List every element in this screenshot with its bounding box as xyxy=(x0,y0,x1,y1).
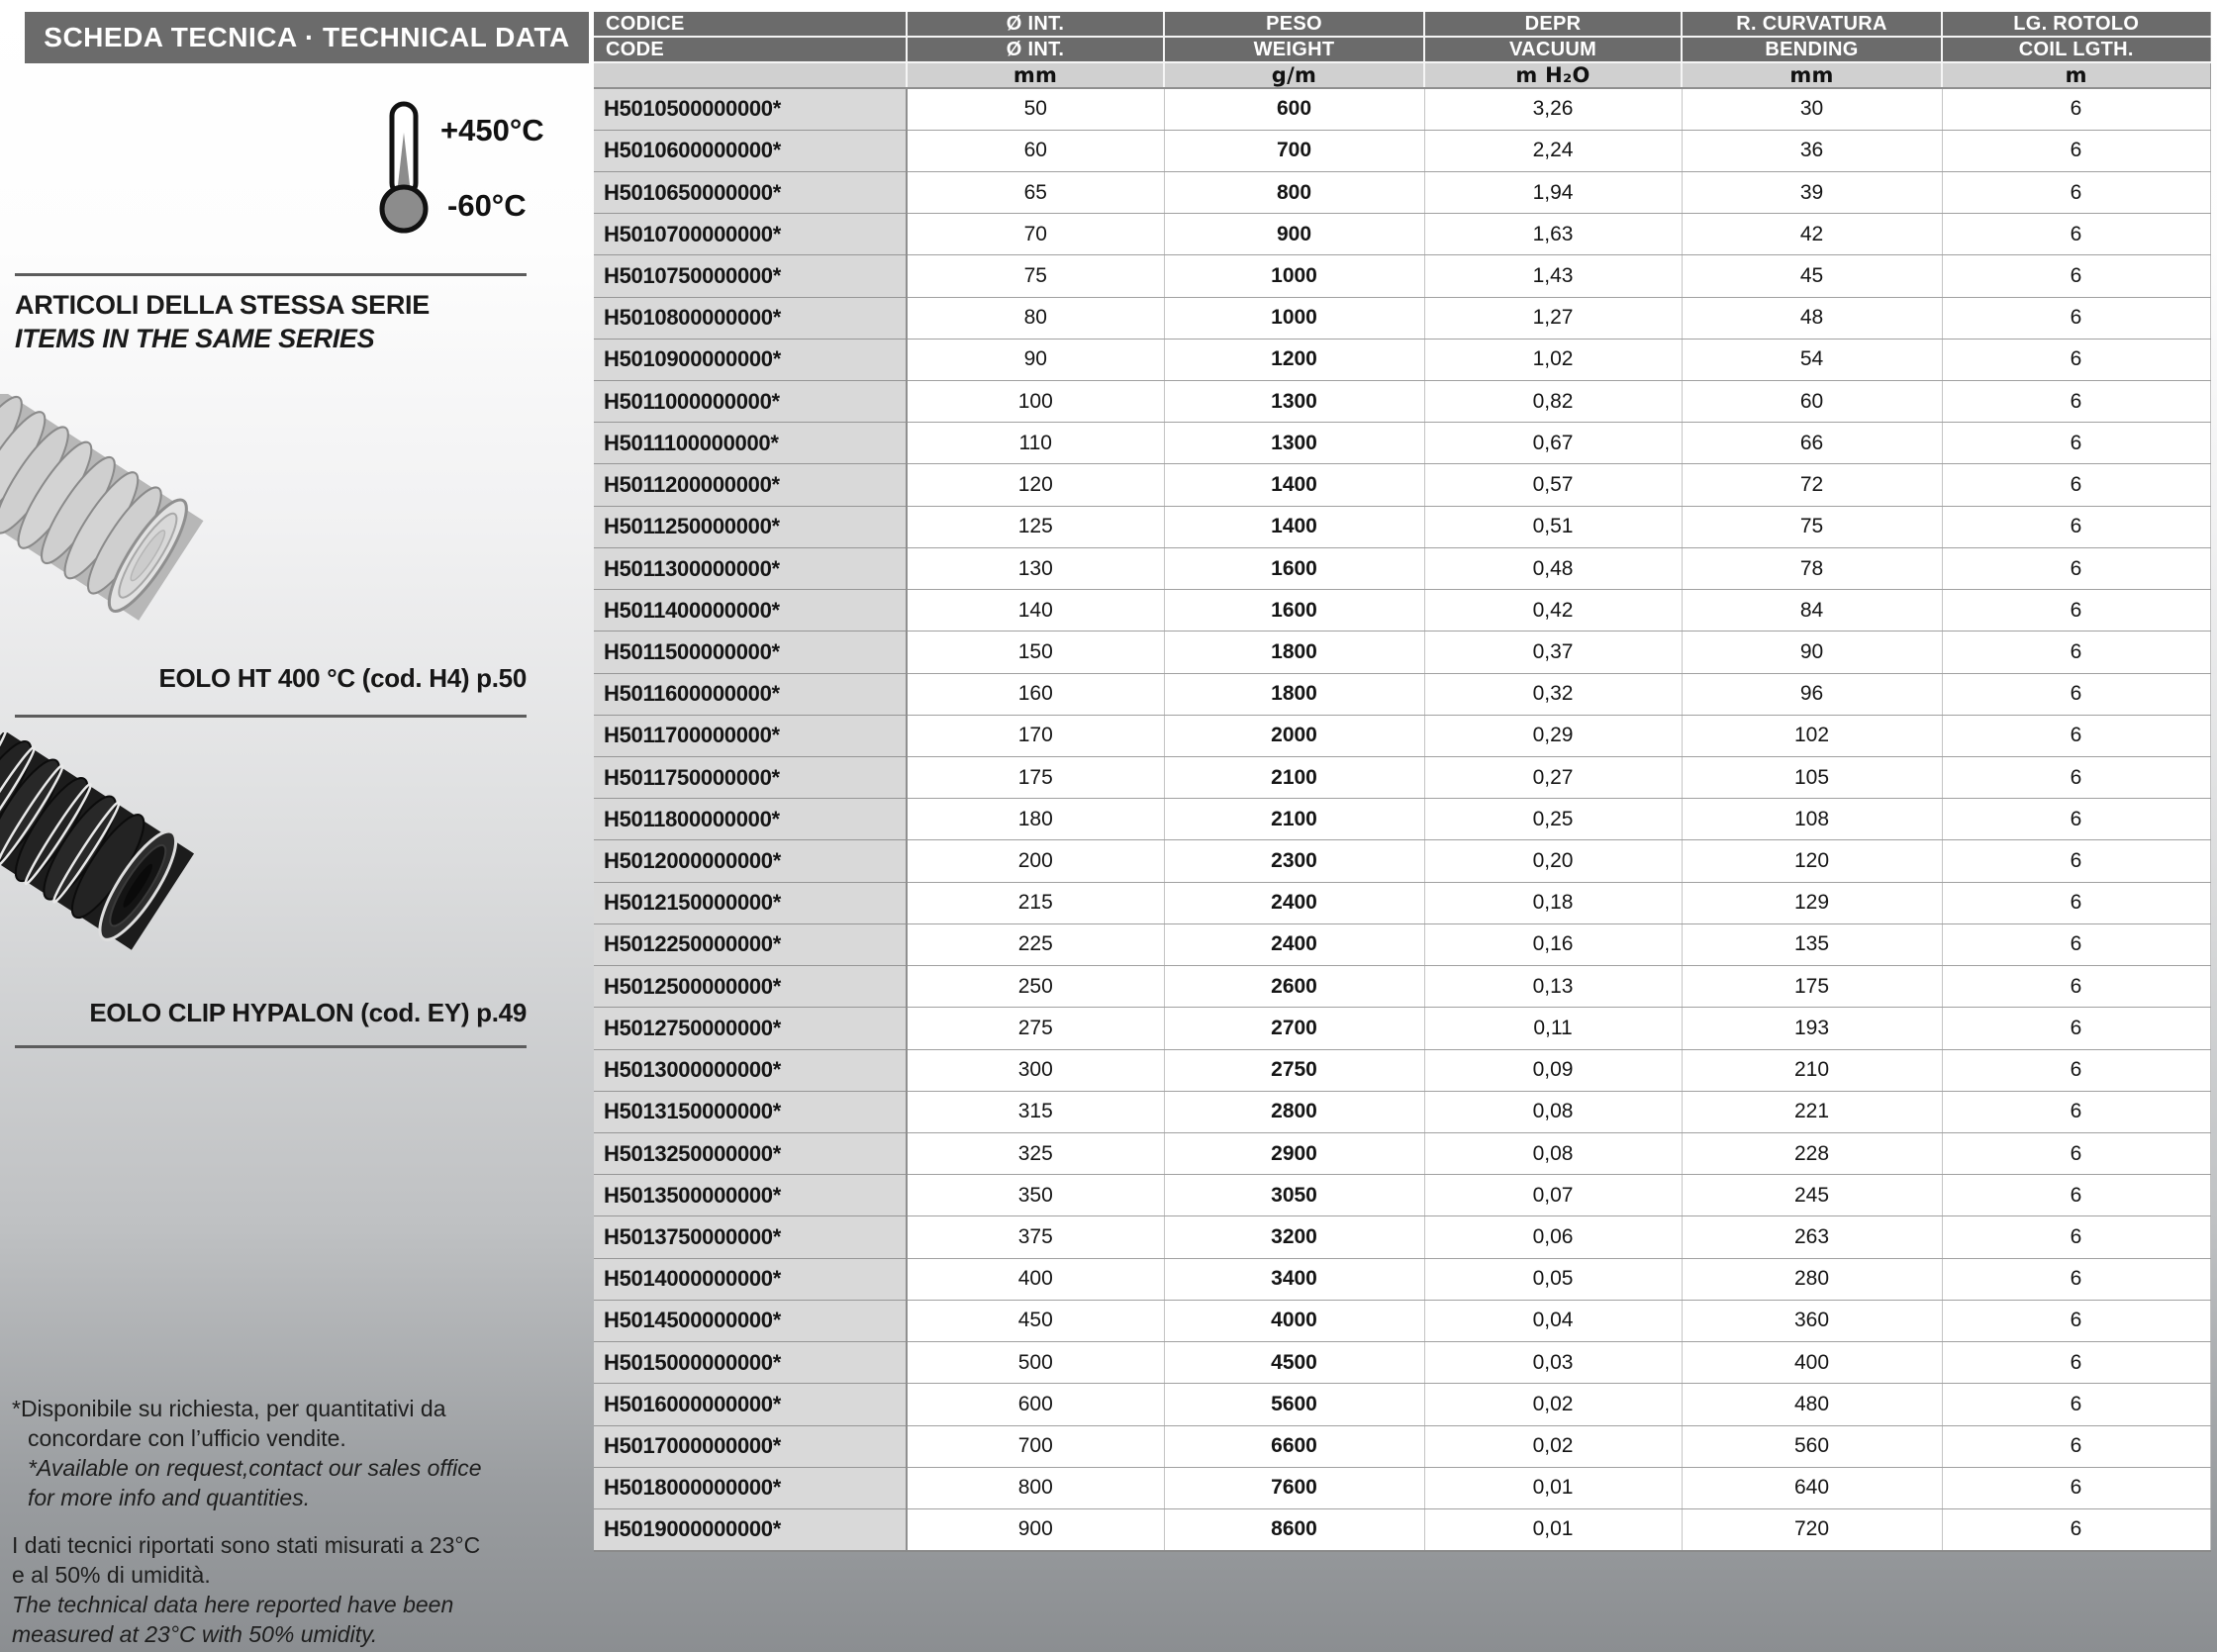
cell-weight-g-m: 3050 xyxy=(1164,1175,1424,1216)
cell-weight-g-m: 1000 xyxy=(1164,255,1424,297)
cell-vacuum-mh2o: 0,82 xyxy=(1424,381,1682,423)
cell-inner-diameter-mm: 50 xyxy=(907,88,1164,130)
table-row xyxy=(594,966,2210,1008)
cell-code: H5012250000000* xyxy=(594,923,907,965)
cell-inner-diameter-mm: 90 xyxy=(907,339,1164,380)
unit-vacuum: m H₂O xyxy=(1424,62,1682,88)
cell-code: H5011300000000* xyxy=(594,547,907,589)
header-row-en xyxy=(594,37,2210,62)
series-title-en: ITEMS IN THE SAME SERIES xyxy=(15,324,375,353)
cell-code: H5012750000000* xyxy=(594,1008,907,1049)
temperature-range xyxy=(327,97,594,241)
cell-coil-length-m: 6 xyxy=(1942,1467,2210,1508)
technical-data-area xyxy=(594,12,2210,1552)
cell-coil-length-m: 6 xyxy=(1942,840,2210,882)
cell-inner-diameter-mm: 125 xyxy=(907,506,1164,547)
cell-code: H5010750000000* xyxy=(594,255,907,297)
cell-coil-length-m: 6 xyxy=(1942,799,2210,840)
cell-inner-diameter-mm: 70 xyxy=(907,214,1164,255)
cell-bending-radius-mm: 221 xyxy=(1682,1091,1942,1132)
divider xyxy=(15,715,527,718)
table-body xyxy=(594,88,2210,1551)
cell-bending-radius-mm: 280 xyxy=(1682,1258,1942,1300)
cell-bending-radius-mm: 175 xyxy=(1682,966,1942,1008)
temperature-min: -60°C xyxy=(447,188,527,223)
cell-inner-diameter-mm: 60 xyxy=(907,130,1164,171)
cell-coil-length-m: 6 xyxy=(1942,1008,2210,1049)
cell-vacuum-mh2o: 0,07 xyxy=(1424,1175,1682,1216)
cell-bending-radius-mm: 105 xyxy=(1682,757,1942,799)
cell-weight-g-m: 2800 xyxy=(1164,1091,1424,1132)
cell-weight-g-m: 2700 xyxy=(1164,1008,1424,1049)
col-header-codice: CODICE xyxy=(594,12,907,37)
divider xyxy=(15,1045,527,1048)
cell-coil-length-m: 6 xyxy=(1942,1300,2210,1341)
cell-code: H5011200000000* xyxy=(594,464,907,506)
cell-code: H5014500000000* xyxy=(594,1300,907,1341)
cell-coil-length-m: 6 xyxy=(1942,339,2210,380)
cell-weight-g-m: 1800 xyxy=(1164,632,1424,673)
cell-vacuum-mh2o: 0,16 xyxy=(1424,923,1682,965)
col-header-peso: PESO xyxy=(1164,12,1424,37)
cell-inner-diameter-mm: 600 xyxy=(907,1384,1164,1425)
footnote-availability-it-line2: concordare con l’ufficio vendite. xyxy=(28,1425,346,1451)
cell-inner-diameter-mm: 150 xyxy=(907,632,1164,673)
cell-inner-diameter-mm: 100 xyxy=(907,381,1164,423)
cell-inner-diameter-mm: 170 xyxy=(907,715,1164,756)
table-row xyxy=(594,1300,2210,1341)
cell-weight-g-m: 1200 xyxy=(1164,339,1424,380)
footnotes xyxy=(12,1394,566,1649)
section-title-bar xyxy=(25,12,589,63)
table-row xyxy=(594,715,2210,756)
table-row xyxy=(594,171,2210,213)
cell-inner-diameter-mm: 120 xyxy=(907,464,1164,506)
cell-weight-g-m: 4500 xyxy=(1164,1342,1424,1384)
cell-bending-radius-mm: 135 xyxy=(1682,923,1942,965)
cell-inner-diameter-mm: 700 xyxy=(907,1425,1164,1467)
cell-coil-length-m: 6 xyxy=(1942,1258,2210,1300)
col-header-depr: DEPR xyxy=(1424,12,1682,37)
cell-vacuum-mh2o: 0,37 xyxy=(1424,632,1682,673)
unit-diameter: mm xyxy=(907,62,1164,88)
cell-weight-g-m: 1800 xyxy=(1164,673,1424,715)
cell-coil-length-m: 6 xyxy=(1942,1132,2210,1174)
cell-inner-diameter-mm: 200 xyxy=(907,840,1164,882)
cell-bending-radius-mm: 60 xyxy=(1682,381,1942,423)
table-row xyxy=(594,214,2210,255)
cell-vacuum-mh2o: 1,43 xyxy=(1424,255,1682,297)
cell-vacuum-mh2o: 0,27 xyxy=(1424,757,1682,799)
unit-code xyxy=(594,62,907,88)
cell-vacuum-mh2o: 0,11 xyxy=(1424,1008,1682,1049)
footnote-availability-en-line2: for more info and quantities. xyxy=(28,1485,311,1510)
cell-vacuum-mh2o: 0,42 xyxy=(1424,590,1682,632)
table-row xyxy=(594,923,2210,965)
table-row xyxy=(594,423,2210,464)
cell-inner-diameter-mm: 350 xyxy=(907,1175,1164,1216)
cell-vacuum-mh2o: 0,08 xyxy=(1424,1091,1682,1132)
product-caption-eolo-clip-hypalon: EOLO CLIP HYPALON (cod. EY) p.49 xyxy=(89,998,527,1027)
cell-coil-length-m: 6 xyxy=(1942,255,2210,297)
cell-coil-length-m: 6 xyxy=(1942,214,2210,255)
col-header-coil-length: COIL LGTH. xyxy=(1942,37,2210,62)
cell-coil-length-m: 6 xyxy=(1942,297,2210,339)
table-row xyxy=(594,339,2210,380)
cell-code: H5014000000000* xyxy=(594,1258,907,1300)
cell-weight-g-m: 4000 xyxy=(1164,1300,1424,1341)
cell-coil-length-m: 6 xyxy=(1942,590,2210,632)
unit-bending: mm xyxy=(1682,62,1942,88)
cell-weight-g-m: 2400 xyxy=(1164,882,1424,923)
footnote-measured-it-line1: I dati tecnici riportati sono stati misurati a 23°C xyxy=(12,1532,481,1558)
product-caption-eolo-ht: EOLO HT 400 °C (cod. H4) p.50 xyxy=(158,663,527,693)
cell-weight-g-m: 1600 xyxy=(1164,547,1424,589)
cell-vacuum-mh2o: 0,51 xyxy=(1424,506,1682,547)
cell-code: H5010800000000* xyxy=(594,297,907,339)
cell-weight-g-m: 1600 xyxy=(1164,590,1424,632)
cell-inner-diameter-mm: 130 xyxy=(907,547,1164,589)
cell-inner-diameter-mm: 160 xyxy=(907,673,1164,715)
cell-coil-length-m: 6 xyxy=(1942,715,2210,756)
unit-coil-length: m xyxy=(1942,62,2210,88)
footnote-measured-en-line2: measured at 23°C with 50% umidity. xyxy=(12,1621,378,1647)
cell-weight-g-m: 7600 xyxy=(1164,1467,1424,1508)
cell-coil-length-m: 6 xyxy=(1942,882,2210,923)
cell-coil-length-m: 6 xyxy=(1942,632,2210,673)
cell-inner-diameter-mm: 175 xyxy=(907,757,1164,799)
cell-inner-diameter-mm: 500 xyxy=(907,1342,1164,1384)
cell-coil-length-m: 6 xyxy=(1942,1216,2210,1258)
col-header-diameter: Ø INT. xyxy=(907,37,1164,62)
series-title-it: ARTICOLI DELLA STESSA SERIE xyxy=(15,290,430,320)
table-row xyxy=(594,1091,2210,1132)
cell-code: H5015000000000* xyxy=(594,1342,907,1384)
cell-bending-radius-mm: 84 xyxy=(1682,590,1942,632)
cell-vacuum-mh2o: 0,03 xyxy=(1424,1342,1682,1384)
table-row xyxy=(594,757,2210,799)
cell-code: H5017000000000* xyxy=(594,1425,907,1467)
cell-inner-diameter-mm: 75 xyxy=(907,255,1164,297)
cell-inner-diameter-mm: 215 xyxy=(907,882,1164,923)
cell-vacuum-mh2o: 0,02 xyxy=(1424,1425,1682,1467)
cell-coil-length-m: 6 xyxy=(1942,1425,2210,1467)
cell-vacuum-mh2o: 0,08 xyxy=(1424,1132,1682,1174)
unit-weight: g/m xyxy=(1164,62,1424,88)
cell-vacuum-mh2o: 0,57 xyxy=(1424,464,1682,506)
cell-vacuum-mh2o: 1,02 xyxy=(1424,339,1682,380)
cell-vacuum-mh2o: 1,27 xyxy=(1424,297,1682,339)
cell-code: H5011800000000* xyxy=(594,799,907,840)
cell-code: H5012000000000* xyxy=(594,840,907,882)
cell-code: H5011250000000* xyxy=(594,506,907,547)
cell-bending-radius-mm: 42 xyxy=(1682,214,1942,255)
cell-code: H5013750000000* xyxy=(594,1216,907,1258)
cell-bending-radius-mm: 66 xyxy=(1682,423,1942,464)
cell-code: H5013000000000* xyxy=(594,1049,907,1091)
cell-bending-radius-mm: 102 xyxy=(1682,715,1942,756)
cell-coil-length-m: 6 xyxy=(1942,506,2210,547)
cell-inner-diameter-mm: 315 xyxy=(907,1091,1164,1132)
cell-coil-length-m: 6 xyxy=(1942,130,2210,171)
table-row xyxy=(594,130,2210,171)
section-title: SCHEDA TECNICA · TECHNICAL DATA xyxy=(44,22,570,52)
col-header-code: CODE xyxy=(594,37,907,62)
cell-vacuum-mh2o: 0,32 xyxy=(1424,673,1682,715)
cell-vacuum-mh2o: 0,04 xyxy=(1424,1300,1682,1341)
cell-weight-g-m: 6600 xyxy=(1164,1425,1424,1467)
col-header-weight: WEIGHT xyxy=(1164,37,1424,62)
cell-bending-radius-mm: 560 xyxy=(1682,1425,1942,1467)
left-panel xyxy=(0,0,594,1652)
cell-vacuum-mh2o: 0,25 xyxy=(1424,799,1682,840)
footnote-availability-en-line1: *Available on request,contact our sales office xyxy=(28,1455,482,1481)
cell-weight-g-m: 1000 xyxy=(1164,297,1424,339)
cell-vacuum-mh2o: 1,63 xyxy=(1424,214,1682,255)
cell-weight-g-m: 2750 xyxy=(1164,1049,1424,1091)
cell-weight-g-m: 3400 xyxy=(1164,1258,1424,1300)
cell-weight-g-m: 2100 xyxy=(1164,799,1424,840)
cell-bending-radius-mm: 45 xyxy=(1682,255,1942,297)
cell-code: H5016000000000* xyxy=(594,1384,907,1425)
table-row xyxy=(594,673,2210,715)
cell-bending-radius-mm: 39 xyxy=(1682,171,1942,213)
units-row xyxy=(594,62,2210,88)
col-header-bending: BENDING xyxy=(1682,37,1942,62)
cell-code: H5012500000000* xyxy=(594,966,907,1008)
cell-code: H5010700000000* xyxy=(594,214,907,255)
product-image-eolo-clip-hypalon xyxy=(0,732,307,991)
cell-coil-length-m: 6 xyxy=(1942,88,2210,130)
cell-code: H5011600000000* xyxy=(594,673,907,715)
cell-inner-diameter-mm: 225 xyxy=(907,923,1164,965)
cell-inner-diameter-mm: 140 xyxy=(907,590,1164,632)
table-row xyxy=(594,1216,2210,1258)
table-row xyxy=(594,255,2210,297)
cell-bending-radius-mm: 72 xyxy=(1682,464,1942,506)
cell-bending-radius-mm: 30 xyxy=(1682,88,1942,130)
cell-inner-diameter-mm: 400 xyxy=(907,1258,1164,1300)
cell-code: H5010500000000* xyxy=(594,88,907,130)
cell-inner-diameter-mm: 800 xyxy=(907,1467,1164,1508)
cell-bending-radius-mm: 245 xyxy=(1682,1175,1942,1216)
cell-inner-diameter-mm: 80 xyxy=(907,297,1164,339)
cell-vacuum-mh2o: 1,94 xyxy=(1424,171,1682,213)
col-header-rotolo: LG. ROTOLO xyxy=(1942,12,2210,37)
footnote-measured-it-line2: e al 50% di umidità. xyxy=(12,1562,211,1588)
cell-vacuum-mh2o: 0,67 xyxy=(1424,423,1682,464)
table-row xyxy=(594,506,2210,547)
cell-code: H5010600000000* xyxy=(594,130,907,171)
cell-coil-length-m: 6 xyxy=(1942,757,2210,799)
table-row xyxy=(594,381,2210,423)
cell-vacuum-mh2o: 0,01 xyxy=(1424,1467,1682,1508)
table-row xyxy=(594,799,2210,840)
cell-inner-diameter-mm: 65 xyxy=(907,171,1164,213)
cell-weight-g-m: 2900 xyxy=(1164,1132,1424,1174)
table-row xyxy=(594,840,2210,882)
cell-bending-radius-mm: 96 xyxy=(1682,673,1942,715)
cell-bending-radius-mm: 210 xyxy=(1682,1049,1942,1091)
cell-coil-length-m: 6 xyxy=(1942,1384,2210,1425)
cell-bending-radius-mm: 480 xyxy=(1682,1384,1942,1425)
cell-weight-g-m: 2000 xyxy=(1164,715,1424,756)
cell-code: H5011700000000* xyxy=(594,715,907,756)
cell-coil-length-m: 6 xyxy=(1942,1175,2210,1216)
cell-bending-radius-mm: 36 xyxy=(1682,130,1942,171)
cell-inner-diameter-mm: 450 xyxy=(907,1300,1164,1341)
cell-coil-length-m: 6 xyxy=(1942,423,2210,464)
cell-inner-diameter-mm: 300 xyxy=(907,1049,1164,1091)
cell-code: H5011000000000* xyxy=(594,381,907,423)
thermometer-icon xyxy=(371,99,436,236)
cell-bending-radius-mm: 90 xyxy=(1682,632,1942,673)
table-row xyxy=(594,1342,2210,1384)
cell-inner-diameter-mm: 325 xyxy=(907,1132,1164,1174)
footnote-availability-it-line1: *Disponibile su richiesta, per quantitativi da xyxy=(12,1396,446,1421)
cell-weight-g-m: 2100 xyxy=(1164,757,1424,799)
cell-code: H5013500000000* xyxy=(594,1175,907,1216)
table-row xyxy=(594,1175,2210,1216)
cell-bending-radius-mm: 75 xyxy=(1682,506,1942,547)
cell-vacuum-mh2o: 2,24 xyxy=(1424,130,1682,171)
cell-coil-length-m: 6 xyxy=(1942,966,2210,1008)
cell-vacuum-mh2o: 0,06 xyxy=(1424,1216,1682,1258)
cell-bending-radius-mm: 400 xyxy=(1682,1342,1942,1384)
product-image-eolo-ht xyxy=(0,394,307,658)
cell-weight-g-m: 900 xyxy=(1164,214,1424,255)
cell-coil-length-m: 6 xyxy=(1942,381,2210,423)
table-row xyxy=(594,1132,2210,1174)
cell-weight-g-m: 1300 xyxy=(1164,423,1424,464)
cell-vacuum-mh2o: 0,29 xyxy=(1424,715,1682,756)
cell-vacuum-mh2o: 3,26 xyxy=(1424,88,1682,130)
cell-code: H5018000000000* xyxy=(594,1467,907,1508)
cell-vacuum-mh2o: 0,01 xyxy=(1424,1508,1682,1550)
col-header-vacuum: VACUUM xyxy=(1424,37,1682,62)
cell-coil-length-m: 6 xyxy=(1942,1342,2210,1384)
table-row xyxy=(594,1258,2210,1300)
cell-bending-radius-mm: 54 xyxy=(1682,339,1942,380)
table-row xyxy=(594,88,2210,130)
temperature-max: +450°C xyxy=(440,113,544,147)
table-row xyxy=(594,1467,2210,1508)
cell-bending-radius-mm: 78 xyxy=(1682,547,1942,589)
cell-coil-length-m: 6 xyxy=(1942,1508,2210,1550)
cell-code: H5011400000000* xyxy=(594,590,907,632)
cell-inner-diameter-mm: 275 xyxy=(907,1008,1164,1049)
cell-weight-g-m: 800 xyxy=(1164,171,1424,213)
cell-bending-radius-mm: 193 xyxy=(1682,1008,1942,1049)
cell-weight-g-m: 600 xyxy=(1164,88,1424,130)
col-header-diametro: Ø INT. xyxy=(907,12,1164,37)
header-row-it xyxy=(594,12,2210,37)
cell-weight-g-m: 8600 xyxy=(1164,1508,1424,1550)
cell-coil-length-m: 6 xyxy=(1942,464,2210,506)
cell-code: H5011750000000* xyxy=(594,757,907,799)
table-row xyxy=(594,1008,2210,1049)
cell-coil-length-m: 6 xyxy=(1942,171,2210,213)
table-row xyxy=(594,464,2210,506)
cell-vacuum-mh2o: 0,48 xyxy=(1424,547,1682,589)
cell-code: H5011500000000* xyxy=(594,632,907,673)
table-row xyxy=(594,882,2210,923)
divider xyxy=(15,273,527,276)
cell-code: H5013150000000* xyxy=(594,1091,907,1132)
table-row xyxy=(594,1384,2210,1425)
cell-bending-radius-mm: 228 xyxy=(1682,1132,1942,1174)
cell-bending-radius-mm: 640 xyxy=(1682,1467,1942,1508)
cell-code: H5013250000000* xyxy=(594,1132,907,1174)
cell-code: H5010900000000* xyxy=(594,339,907,380)
cell-weight-g-m: 700 xyxy=(1164,130,1424,171)
cell-coil-length-m: 6 xyxy=(1942,1091,2210,1132)
cell-coil-length-m: 6 xyxy=(1942,547,2210,589)
cell-coil-length-m: 6 xyxy=(1942,1049,2210,1091)
cell-code: H5012150000000* xyxy=(594,882,907,923)
table-row xyxy=(594,297,2210,339)
table-row xyxy=(594,1049,2210,1091)
cell-coil-length-m: 6 xyxy=(1942,923,2210,965)
cell-weight-g-m: 2300 xyxy=(1164,840,1424,882)
cell-bending-radius-mm: 120 xyxy=(1682,840,1942,882)
cell-bending-radius-mm: 108 xyxy=(1682,799,1942,840)
cell-vacuum-mh2o: 0,05 xyxy=(1424,1258,1682,1300)
cell-bending-radius-mm: 720 xyxy=(1682,1508,1942,1550)
cell-code: H5011100000000* xyxy=(594,423,907,464)
footnote-measured-en-line1: The technical data here reported have been xyxy=(12,1592,454,1617)
col-header-curvatura: R. CURVATURA xyxy=(1682,12,1942,37)
cell-inner-diameter-mm: 375 xyxy=(907,1216,1164,1258)
cell-coil-length-m: 6 xyxy=(1942,673,2210,715)
cell-code: H5010650000000* xyxy=(594,171,907,213)
cell-inner-diameter-mm: 180 xyxy=(907,799,1164,840)
cell-bending-radius-mm: 263 xyxy=(1682,1216,1942,1258)
cell-inner-diameter-mm: 250 xyxy=(907,966,1164,1008)
cell-weight-g-m: 2400 xyxy=(1164,923,1424,965)
table-row xyxy=(594,1508,2210,1550)
cell-vacuum-mh2o: 0,18 xyxy=(1424,882,1682,923)
cell-weight-g-m: 3200 xyxy=(1164,1216,1424,1258)
cell-vacuum-mh2o: 0,02 xyxy=(1424,1384,1682,1425)
cell-bending-radius-mm: 48 xyxy=(1682,297,1942,339)
table-row xyxy=(594,547,2210,589)
table-row xyxy=(594,590,2210,632)
table-row xyxy=(594,1425,2210,1467)
cell-vacuum-mh2o: 0,20 xyxy=(1424,840,1682,882)
cell-vacuum-mh2o: 0,13 xyxy=(1424,966,1682,1008)
cell-vacuum-mh2o: 0,09 xyxy=(1424,1049,1682,1091)
cell-bending-radius-mm: 129 xyxy=(1682,882,1942,923)
cell-bending-radius-mm: 360 xyxy=(1682,1300,1942,1341)
cell-weight-g-m: 5600 xyxy=(1164,1384,1424,1425)
cell-weight-g-m: 1400 xyxy=(1164,464,1424,506)
cell-code: H5019000000000* xyxy=(594,1508,907,1550)
cell-weight-g-m: 1400 xyxy=(1164,506,1424,547)
technical-data-table xyxy=(594,12,2211,1552)
cell-weight-g-m: 2600 xyxy=(1164,966,1424,1008)
cell-inner-diameter-mm: 900 xyxy=(907,1508,1164,1550)
cell-inner-diameter-mm: 110 xyxy=(907,423,1164,464)
cell-weight-g-m: 1300 xyxy=(1164,381,1424,423)
table-row xyxy=(594,632,2210,673)
